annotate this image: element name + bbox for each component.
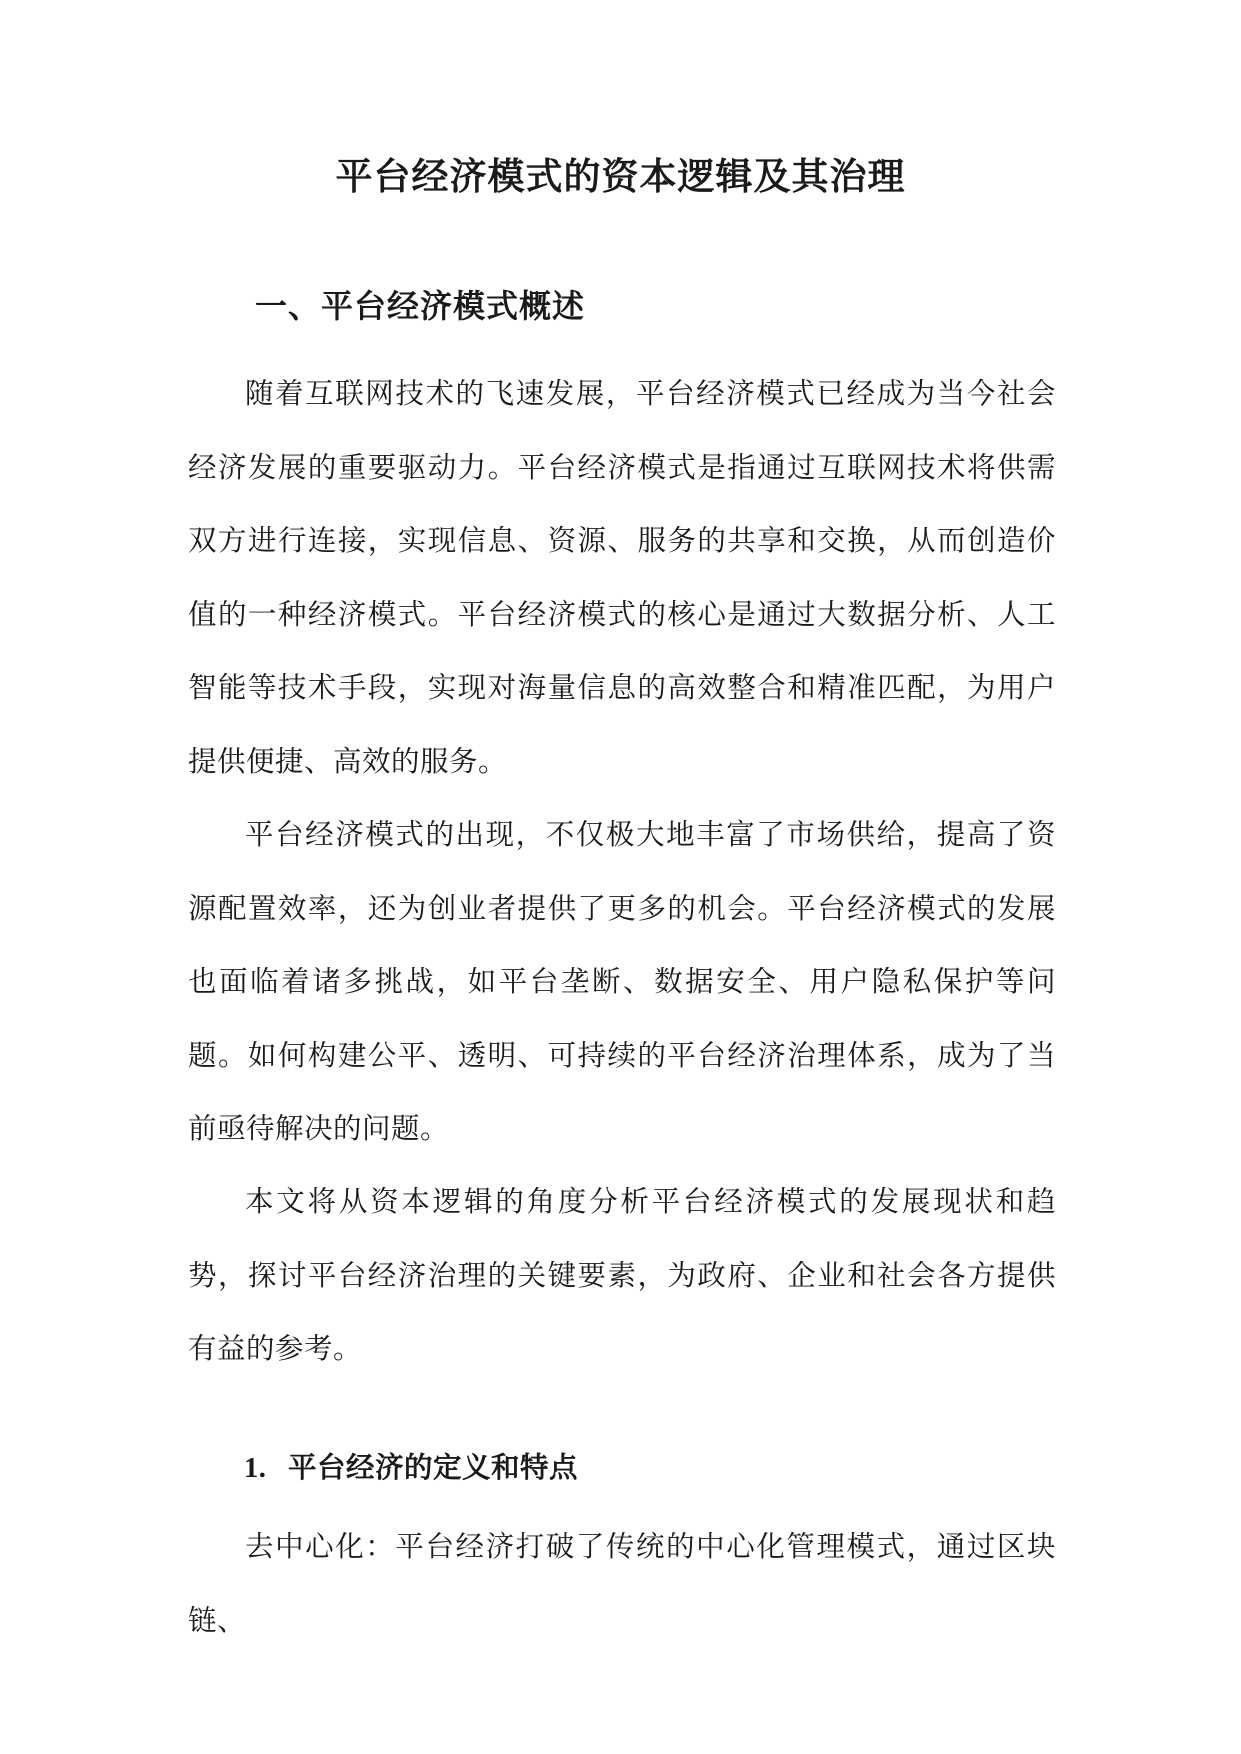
subsection-number: 1. [244,1453,267,1484]
subsection-heading [244,1444,578,1492]
section-heading: 一、平台经济模式概述 [255,287,586,325]
subsection-heading-text: 平台经济的定义和特点 [288,1450,579,1484]
body-paragraph: 去中心化：平台经济打破了传统的中心化管理模式，通过区块链、 [188,1530,1056,1637]
body-paragraph: 本文将从资本逻辑的角度分析平台经济模式的发展现状和趋势，探讨平台经济治理的关键要素，为政府、企业和社会各方提供有益的参考。 [188,1185,1056,1365]
body-paragraph: 平台经济模式的出现，不仅极大地丰富了市场供给，提高了资源配置效率，还为创业者提供了更多的机会。平台经济模式的发展也面临着诸多挑战，如平台垄断、数据安全、用户隐私保护等问题。如何构建公平、透明、可持续的平台经济治理体系，成为了当前亟待解决的问题。 [188,818,1056,1145]
document-title: 平台经济模式的资本逻辑及其治理 [335,154,906,198]
body-paragraph: 随着互联网技术的飞速发展，平台经济模式已经成为当今社会经济发展的重要驱动力。平台经济模式是指通过互联网技术将供需双方进行连接，实现信息、资源、服务的共享和交换，从而创造价值的一种经济模式。平台经济模式的核心是通过大数据分析、人工智能等技术手段，实现对海量信息的高效整合和精准匹配，为用户提供便捷、高效的服务。 [188,377,1056,778]
